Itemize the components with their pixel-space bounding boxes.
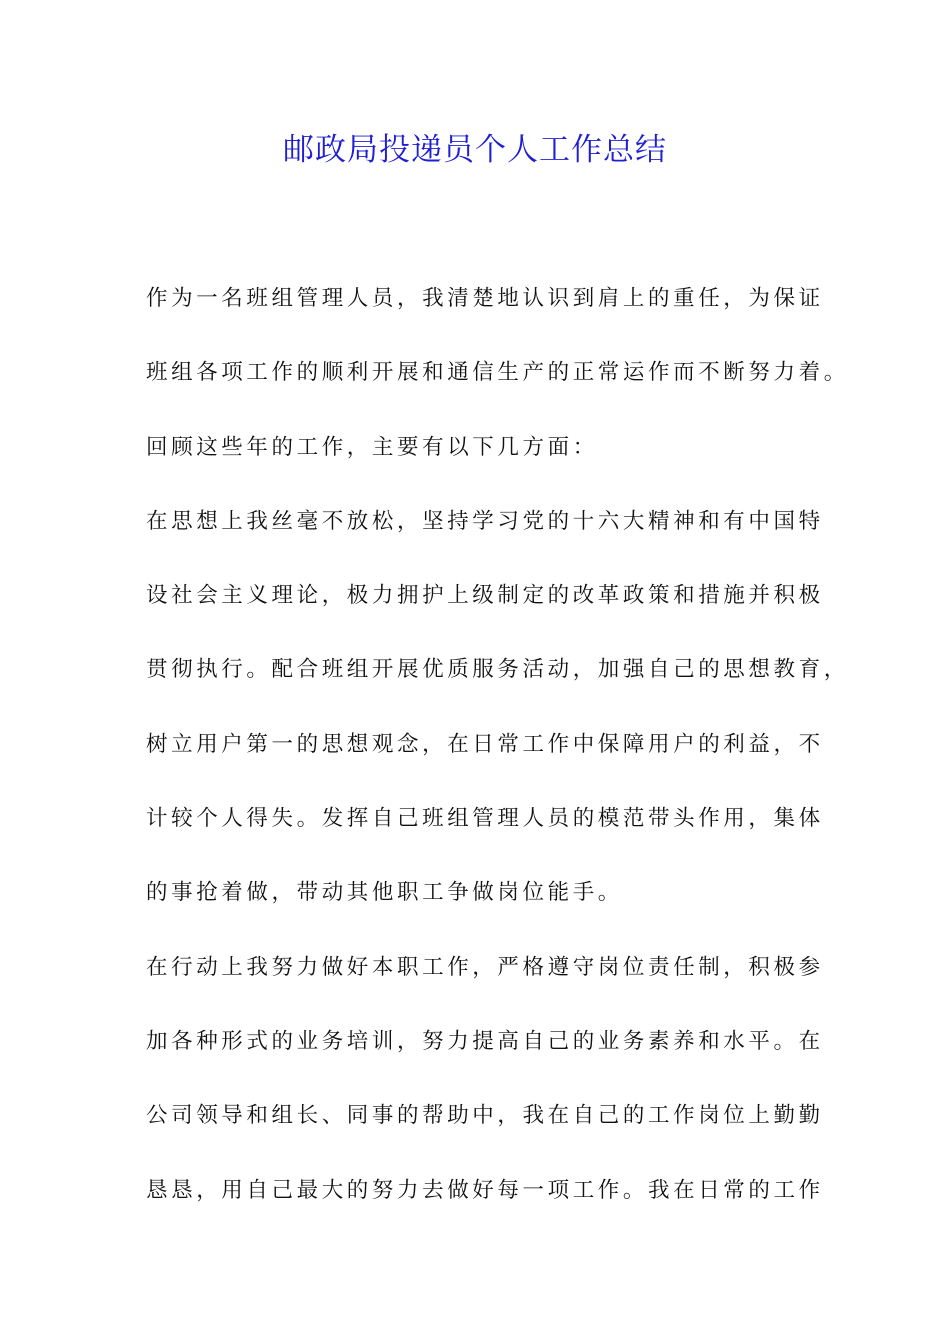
body-line: 贯彻执行。配合班组开展优质服务活动，加强自己的思想教育， [146,657,849,683]
body-line: 的事抢着做，带动其他职工争做岗位能手。 [146,880,623,906]
document-title: 邮政局投递员个人工作总结 [283,132,667,168]
body-line: 恳恳，用自己最大的努力去做好每一项工作。我在日常的工作 [146,1177,824,1203]
body-line: 班组各项工作的顺利开展和通信生产的正常运作而不断努力着。 [146,360,849,386]
body-line: 作为一名班组管理人员，我清楚地认识到肩上的重任，为保证 [146,286,824,311]
body-line: 树立用户第一的思想观念，在日常工作中保障用户的利益，不 [146,731,824,757]
body-line: 在行动上我努力做好本职工作，严格遵守岗位责任制，积极参 [146,954,824,980]
body-line: 公司领导和组长、同事的帮助中，我在自己的工作岗位上勤勤 [146,1103,824,1129]
body-line: 设社会主义理论，极力拥护上级制定的改革政策和措施并积极 [146,583,824,609]
body-line: 回顾这些年的工作，主要有以下几方面： [146,434,598,460]
body-line: 加各种形式的业务培训，努力提高自己的业务素养和水平。在 [146,1028,824,1054]
document-body [146,262,849,1228]
body-line: 计较个人得失。发挥自己班组管理人员的模范带头作用，集体 [146,806,824,832]
body-line: 在思想上我丝毫不放松，坚持学习党的十六大精神和有中国特 [146,508,824,534]
